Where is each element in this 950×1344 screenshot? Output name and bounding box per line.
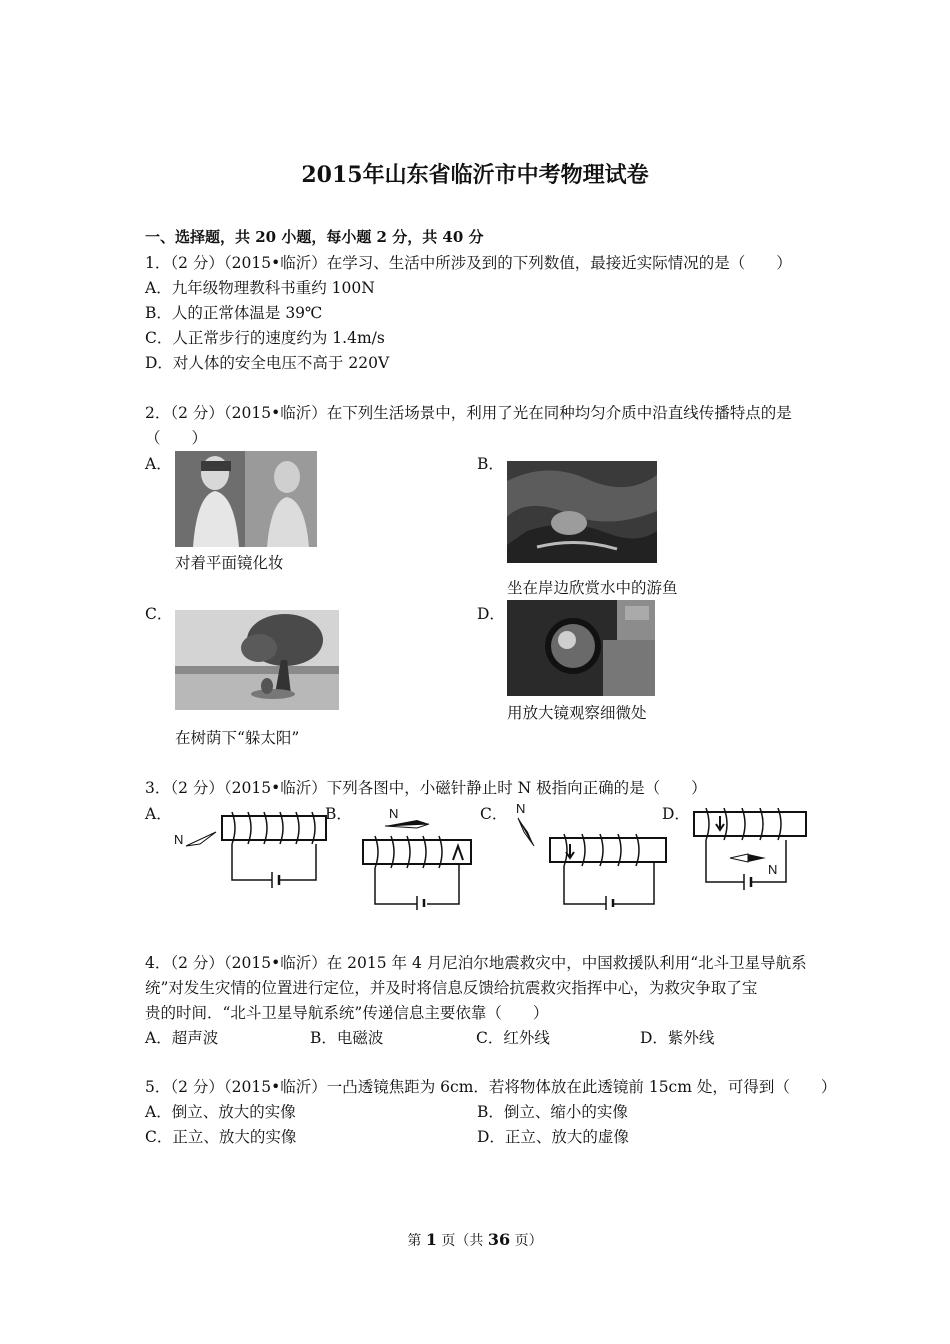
q4-option-c: C．红外线 bbox=[476, 1029, 550, 1047]
q3-d-n-label: N bbox=[768, 862, 778, 877]
q1-option-a: A．九年级物理教科书重约 100N bbox=[145, 279, 375, 297]
q2-stem-line1: 2．（2 分）（2015•临沂）在下列生活场景中，利用了光在同种均匀介质中沿直线传播特点的是 bbox=[145, 404, 792, 422]
q2-caption-d: 用放大镜观察细微处 bbox=[507, 704, 647, 722]
q2-photo-viewing-fish bbox=[507, 461, 657, 563]
q2-caption-c: 在树荫下“躲太阳” bbox=[175, 729, 300, 747]
footer-page-number: 1 bbox=[425, 1230, 437, 1249]
q4-stem-line1: 4．（2 分）（2015•临沂）在 2015 年 4 月尼泊尔地震救灾中，中国救援队利用“北斗卫星导航系 bbox=[145, 954, 807, 972]
footer-total-pages: 36 bbox=[487, 1230, 511, 1249]
q2-label-d: D． bbox=[477, 605, 505, 623]
q2-photo-mirror-makeup bbox=[175, 451, 317, 547]
footer-middle: 页（共 bbox=[436, 1233, 488, 1249]
q1-stem: 1．（2 分）（2015•临沂）在学习、生活中所涉及到的下列数值，最接近实际情况的是（ ） bbox=[145, 254, 792, 272]
q3-label-a: A． bbox=[145, 805, 172, 823]
q3-figure-c-solenoid bbox=[510, 810, 670, 910]
q2-photo-magnifier bbox=[507, 600, 655, 696]
q4-stem-line2: 统”对发生灾情的位置进行定位，并及时将信息反馈给抗震救灾指挥中心，为救灾争取了宝 bbox=[145, 979, 758, 997]
q4-option-b: B．电磁波 bbox=[310, 1029, 384, 1047]
q5-stem: 5．（2 分）（2015•临沂）一凸透镜焦距为 6cm．若将物体放在此透镜前 15cm 处，可得到（ ） bbox=[145, 1078, 837, 1096]
q5-option-b: B．倒立、缩小的实像 bbox=[477, 1103, 628, 1121]
footer-prefix: 第 bbox=[407, 1233, 426, 1249]
q3-figure-d-solenoid bbox=[690, 808, 810, 890]
q5-option-d: D．正立、放大的虚像 bbox=[477, 1128, 629, 1146]
q4-option-a: A．超声波 bbox=[145, 1029, 219, 1047]
q3-figure-a-solenoid bbox=[170, 806, 330, 888]
q3-b-n-label: N bbox=[389, 806, 399, 821]
page-title: 2015年山东省临沂市中考物理试卷 bbox=[301, 162, 649, 188]
q1-option-d: D．对人体的安全电压不高于 220V bbox=[145, 354, 390, 372]
q3-c-n-label: N bbox=[516, 801, 526, 816]
section-heading: 一、选择题，共 20 小题，每小题 2 分，共 40 分 bbox=[145, 228, 484, 246]
q2-label-a: A． bbox=[145, 455, 172, 473]
page-footer bbox=[0, 1230, 950, 1250]
q3-label-b: B． bbox=[325, 805, 352, 823]
q3-label-c: C． bbox=[480, 805, 508, 823]
q1-option-c: C．人正常步行的速度约为 1.4m/s bbox=[145, 329, 385, 347]
q2-label-c: C． bbox=[145, 605, 173, 623]
q5-option-a: A．倒立、放大的实像 bbox=[145, 1103, 296, 1121]
footer-suffix: 页） bbox=[510, 1233, 543, 1249]
q4-stem-line3: 贵的时间．“北斗卫星导航系统”传递信息主要依靠（ ） bbox=[145, 1004, 549, 1022]
q3-stem: 3．（2 分）（2015•临沂）下列各图中，小磁针静止时 N 极指向正确的是（ ） bbox=[145, 779, 707, 797]
q2-caption-a: 对着平面镜化妆 bbox=[175, 554, 284, 572]
q2-photo-tree-shade bbox=[175, 610, 339, 710]
q1-option-b: B．人的正常体温是 39℃ bbox=[145, 304, 323, 322]
q5-option-c: C．正立、放大的实像 bbox=[145, 1128, 297, 1146]
q2-label-b: B． bbox=[477, 455, 504, 473]
q3-a-n-label: N bbox=[174, 832, 184, 847]
q2-stem-line2: （ ） bbox=[145, 429, 208, 447]
q3-figure-b-solenoid bbox=[355, 818, 475, 910]
q3-label-d: D． bbox=[662, 805, 690, 823]
q4-option-d: D．紫外线 bbox=[640, 1029, 715, 1047]
q2-caption-b: 坐在岸边欣赏水中的游鱼 bbox=[507, 579, 678, 597]
